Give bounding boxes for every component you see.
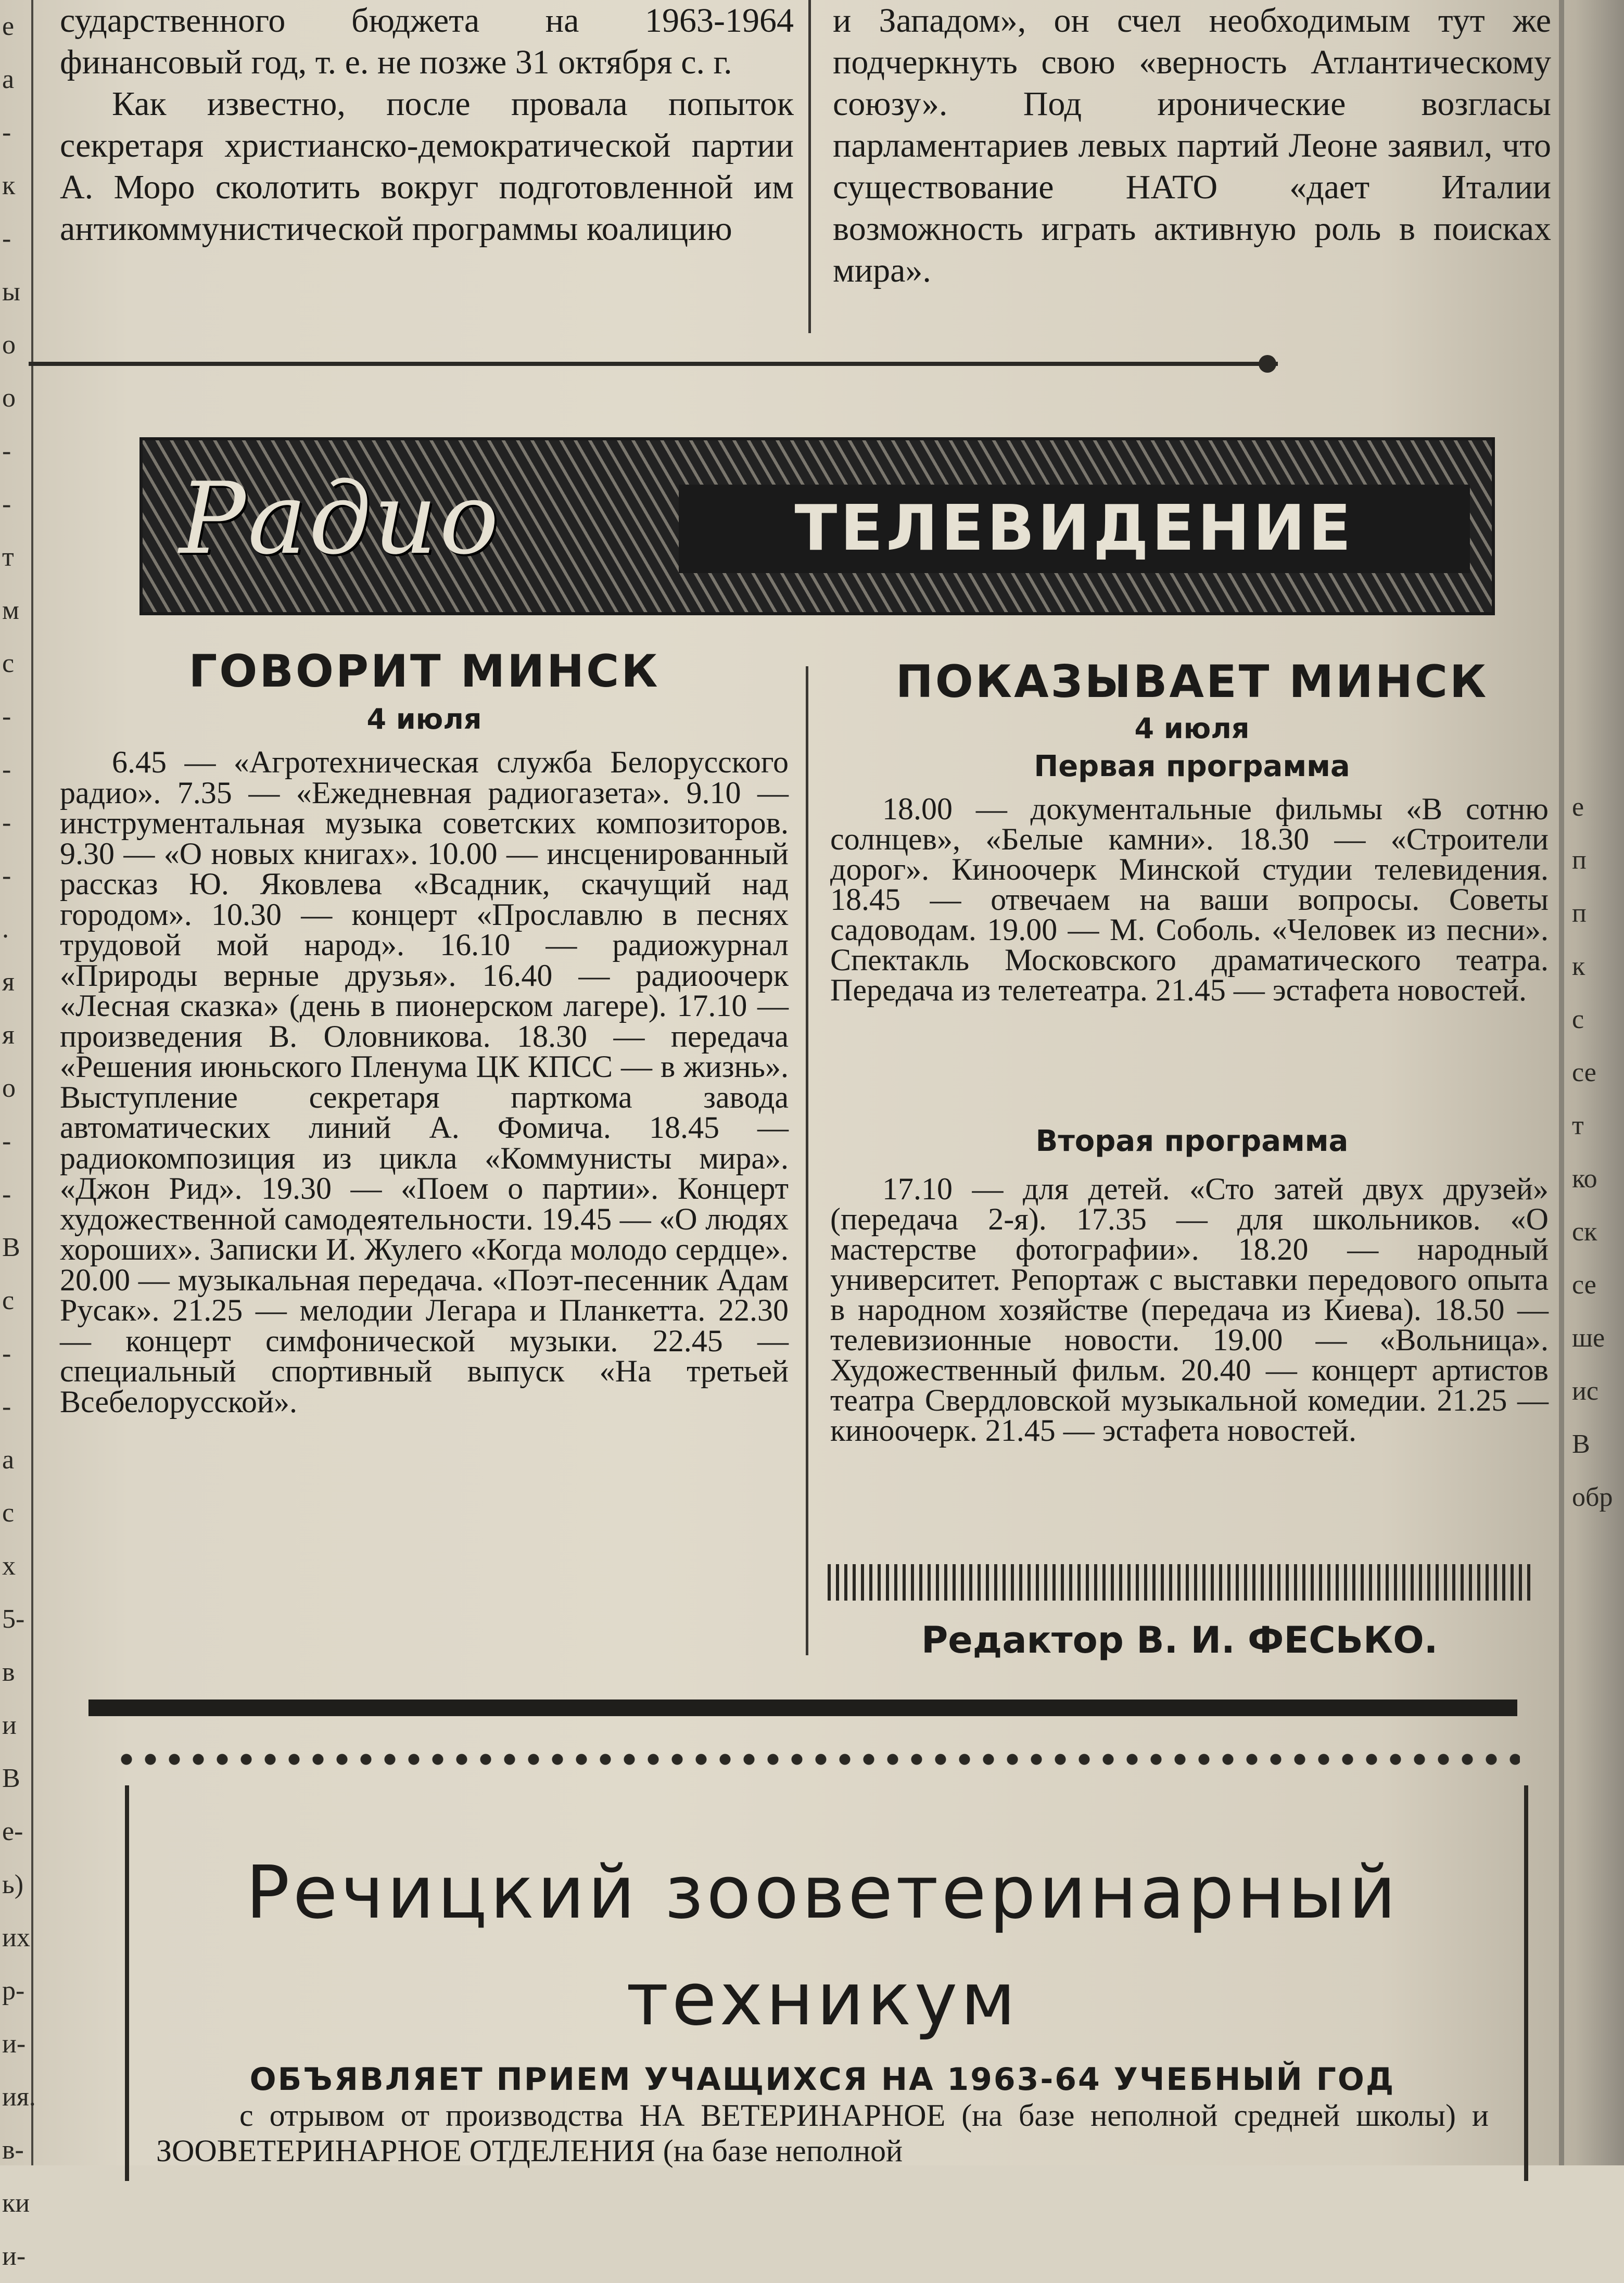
right-edge-letter: се xyxy=(1572,1270,1596,1300)
right-edge-letter: ск xyxy=(1572,1217,1597,1247)
left-edge-letter: - xyxy=(2,1339,11,1368)
left-edge-letter: и- xyxy=(2,2241,26,2271)
column-divider-schedule xyxy=(806,666,808,1655)
left-edge-letter: их xyxy=(2,1923,30,1952)
left-edge-letter: - xyxy=(2,489,11,519)
left-edge-letter: о xyxy=(2,1073,16,1103)
right-edge-letter: п xyxy=(1572,845,1587,875)
left-edge-letter: - xyxy=(2,1392,11,1422)
left-edge-letter: а xyxy=(2,1445,15,1475)
left-edge-letter: - xyxy=(2,861,11,891)
tv-second-program-heading: Вторая программа xyxy=(1035,1124,1349,1158)
section-rule xyxy=(29,362,1278,366)
right-edge-letter: п xyxy=(1572,898,1587,928)
left-edge-letter: о xyxy=(2,330,16,360)
top-left-paragraph-2: Как известно, после провала попыток секретаря христианско-демократической партии А. Моро сколотить вокруг подготовленной им антикоммунистической программы коалицию xyxy=(60,85,794,248)
radio-tv-banner xyxy=(139,437,1495,615)
tv-second-program xyxy=(830,1172,1549,1448)
left-edge-letter: В xyxy=(2,1233,20,1262)
radio-schedule xyxy=(60,747,789,1417)
left-edge-letter: - xyxy=(2,224,11,253)
right-edge-letter: ис xyxy=(1572,1376,1598,1406)
left-edge-letter: . xyxy=(2,914,9,944)
banner-tv-label: ТЕЛЕВИДЕНИЕ xyxy=(679,485,1470,573)
left-edge-text xyxy=(2,0,36,2283)
right-edge-letter: с xyxy=(1572,1005,1584,1034)
left-edge-letter: м xyxy=(2,595,19,625)
ad-title-line-1: Речицкий зооветеринарный xyxy=(246,1850,1399,1935)
column-divider-top xyxy=(808,0,811,333)
right-edge-letter: к xyxy=(1572,952,1585,981)
left-edge-letter: т xyxy=(2,542,14,572)
left-edge-letter: и- xyxy=(2,2029,26,2059)
ad-body-text: с отрывом от производства НА ВЕТЕРИНАРНОЕ (на базе неполной средней школы) и ЗООВЕТЕРИНАРНОЕ ОТДЕЛЕНИЯ (на базе неполной xyxy=(156,2098,1489,2168)
left-edge-letter: В xyxy=(2,1764,20,1793)
decorative-separator xyxy=(828,1564,1533,1601)
left-edge-letter: ь) xyxy=(2,1870,24,1899)
tv-second-program-text: 17.10 — для детей. «Сто затей двух друзей» (передача 2-я). 17.35 — для школьников. «О мастерстве фотографии». 18.20 — народный университет. Репортаж с выставки передового опыта в народном хозяйстве (передача из Киева). 18.50 — телевизионные новости. 19.00 — «Вольница». Художественный фильм. 20.40 — концерт артистов театра Свердловской музыкальной комедии. 21.25 — киноочерк. 21.45 — эстафета новостей. xyxy=(830,1172,1549,1448)
left-edge-letter: 5- xyxy=(2,1604,25,1634)
left-edge-letter: с xyxy=(2,649,15,678)
ad-title-line-2: техникум xyxy=(626,1957,1019,2042)
left-edge-letter: ки xyxy=(2,2188,30,2218)
right-edge-letter: се xyxy=(1572,1058,1596,1087)
ornamental-border xyxy=(115,1744,1520,1775)
top-left-article xyxy=(60,0,794,250)
right-edge-letter: т xyxy=(1572,1111,1584,1140)
left-edge-letter: и xyxy=(2,1710,17,1740)
left-edge-letter: с xyxy=(2,1286,15,1315)
tv-first-program-text: 18.00 — документальные фильмы «В сотню солнцев», «Белые камни». 18.30 — «Строители дорог». Киноочерк Минской студии телевидения. 18.45 — отвечаем на ваши вопросы. Советы садоводам. 19.00 — М. Соболь. «Человек из песни». Спектакль Московского драматического театра. Передача из телетеатра. 21.45 — эстафета новостей. xyxy=(830,792,1549,1007)
top-left-paragraph-1: сударственного бюджета на 1963-1964 финансовый год, т. е. не позже 31 октября с. г. xyxy=(60,2,794,81)
left-edge-letter: - xyxy=(2,755,11,784)
left-edge-letter: - xyxy=(2,702,11,731)
right-edge-letter: ше xyxy=(1572,1323,1605,1353)
left-edge-letter: е- xyxy=(2,1817,23,1846)
left-edge-letter: а xyxy=(2,65,15,94)
ad-body xyxy=(156,2098,1489,2168)
radio-title: ГОВОРИТ МИНСК xyxy=(188,645,660,697)
tv-date: 4 июля xyxy=(1134,712,1250,745)
right-edge-letter: обр xyxy=(1572,1482,1613,1512)
top-right-article xyxy=(833,0,1551,291)
tv-first-program-heading: Первая программа xyxy=(1034,750,1350,783)
right-edge-letter: е xyxy=(1572,792,1584,822)
left-edge-letter: - xyxy=(2,1126,11,1156)
right-edge-text xyxy=(1572,781,1624,1524)
top-right-paragraph-1: и Западом», он счел необходимым тут же подчеркнуть свою «верность Атлантическому союзу». Под иронические возгласы парламентариев левых партий Леоне заявил, что существование НАТО «дает Италии возможность играть активную роль в поисках мира». xyxy=(833,2,1551,289)
left-edge-letter: в- xyxy=(2,2135,24,2165)
left-edge-letter: в xyxy=(2,1657,15,1687)
right-edge-letter: ко xyxy=(1572,1164,1597,1194)
left-edge-letter: р- xyxy=(2,1976,25,2006)
left-edge-letter: к xyxy=(2,171,16,200)
left-margin-column xyxy=(0,0,36,2271)
left-edge-letter: я xyxy=(2,1020,15,1050)
left-edge-letter: - xyxy=(2,808,11,838)
left-edge-letter: ы xyxy=(2,277,20,307)
tv-first-program xyxy=(830,794,1549,1005)
section-rule-dot xyxy=(1259,355,1276,373)
left-edge-letter: я xyxy=(2,967,15,997)
left-edge-letter: е xyxy=(2,11,15,41)
tv-title: ПОКАЗЫВАЕТ МИНСК xyxy=(895,656,1489,708)
banner-radio-label: Радио xyxy=(179,461,501,576)
left-edge-letter: х xyxy=(2,1551,16,1581)
radio-schedule-text: 6.45 — «Агротехническая служба Белорусского радио». 7.35 — «Ежедневная радиогазета». 9.10 — инструментальная музыка советских композиторов. 9.30 — «О новых книгах». 10.00 — инсценированный рассказ Ю. Яковлева «Всадник, скачущий над городом». 10.30 — концерт «Прославлю в песнях трудовой мой народ». 16.10 — радиожурнал «Природы верные друзья». 16.40 — радиоочерк «Лесная сказка» (день в пионерском лагере). 17.10 — произведения В. Оловникова. 18.30 — передача «Решения июньского Пленума ЦК КПСС — в жизнь». Выступление секретаря парткома завода автоматических линий А. Фомича. 18.45 — радиокомпозиция из цикла «Коммунисты мира». «Джон Рид». 19.30 — «Поем о партии». Концерт художественной самодеятельности. 19.45 — «О людях хороших». Записки И. Жулего «Когда молодо сердце». 20.00 — музыкальная передача. «Поэт-песенник Адам Русак». 21.25 — мелодии Легара и Планкетта. 22.30 — концерт симфонической музыки. 22.45 — специальный спортивный выпуск «На третьей Всебелорусской». xyxy=(60,745,789,1419)
left-edge-letter: - xyxy=(2,118,11,147)
left-edge-letter: с xyxy=(2,1498,15,1528)
ad-subtitle: ОБЪЯВЛЯЕТ ПРИЕМ УЧАЩИХСЯ НА 1963-64 УЧЕБНЫЙ ГОД xyxy=(249,2061,1395,2098)
left-edge-letter: - xyxy=(2,1179,11,1209)
editor-credit: Редактор В. И. ФЕСЬКО. xyxy=(921,1619,1438,1661)
radio-date: 4 июля xyxy=(366,703,482,735)
left-edge-letter: - xyxy=(2,436,11,466)
page-fold xyxy=(1559,0,1564,2165)
thick-rule xyxy=(88,1699,1517,1716)
right-edge-letter: В xyxy=(1572,1429,1590,1459)
left-edge-letter: ия. xyxy=(2,2082,36,2112)
left-edge-letter: о xyxy=(2,383,16,413)
